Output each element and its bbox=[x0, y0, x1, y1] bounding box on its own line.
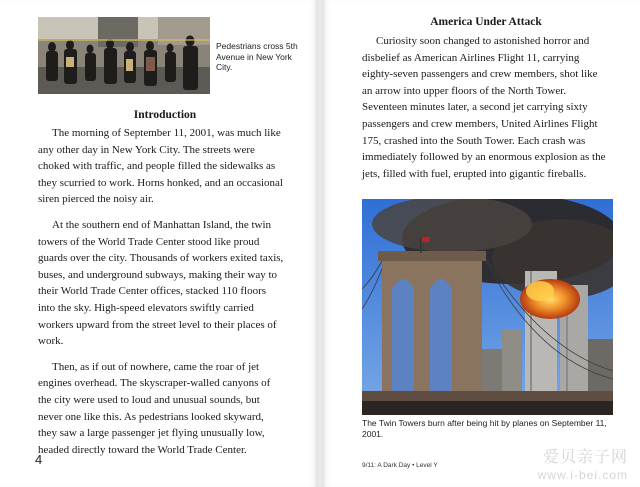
introduction-text bbox=[38, 125, 284, 467]
footer-title: 9/11: A Dark Day • Level Y bbox=[362, 462, 438, 469]
site-watermark bbox=[538, 448, 628, 484]
attack-heading: America Under Attack bbox=[430, 16, 542, 28]
right-page bbox=[322, 0, 640, 487]
watermark-name: 爱贝亲子网 bbox=[542, 447, 628, 466]
pedestrians-caption: Pedestrians cross 5th Avenue in New York City. bbox=[216, 41, 298, 72]
paragraph: Then, as if out of nowhere, came the roar of jet engines overhead. The skyscraper-walled canyons of the city were used to loud and unusual sounds, but never one like this. As pedestrians looked skyward, they saw a large passenger jet flying unusually low, headed directly toward the World Trade Center. bbox=[38, 360, 271, 456]
introduction-heading: Introduction bbox=[133, 109, 197, 121]
paragraph: Curiosity soon changed to astonished horror and disbelief as American Airlines Flight 11, carrying eighty-seven passengers and crew members, shot like an arrow into upper floors of the North Tower. Seventeen minutes later, a second jet carrying sixty passengers and crew members, United Airlines Flight 175, crashed into the South Tower. Each crash was immediately followed by an enormous explosion as the jets, filled with fuel, erupted into gigantic fireballs. bbox=[362, 35, 606, 180]
paragraph: The morning of September 11, 2001, was much like any other day in New York City. The streets were choked with traffic, and people filled the sidewalks as they scurried to work. Horns honked, and an occasional siren pierced the noisy air. bbox=[38, 127, 283, 206]
paragraph: At the southern end of Manhattan Island, the twin towers of the World Trade Center stood like proud guards over the city. Thousands of workers exited taxis, buses, and underground subways, making their way to their World Trade Center offices, stacked 110 floors into the sky. High-speed elevators swiftly carried workers upward from the street level to their places of work. bbox=[38, 218, 284, 348]
twin-towers-photo bbox=[362, 199, 613, 415]
watermark-url: www.i-bei.com bbox=[537, 468, 628, 482]
left-page bbox=[0, 0, 318, 487]
page-number: 4 bbox=[35, 452, 43, 467]
attack-text bbox=[362, 33, 610, 182]
pedestrians-photo bbox=[38, 17, 210, 94]
twin-towers-caption: The Twin Towers burn after being hit by planes on September 11, 2001. bbox=[362, 418, 607, 439]
